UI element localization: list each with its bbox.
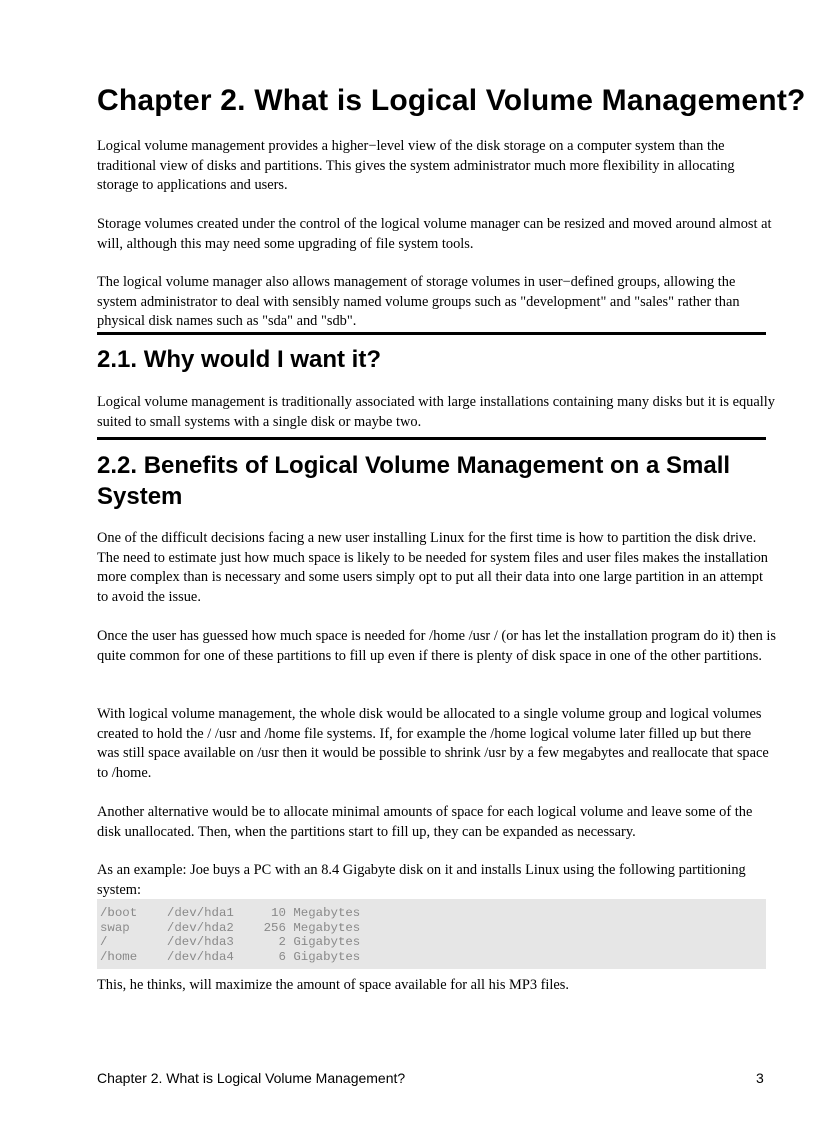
section-2-1-title: 2.1. Why would I want it?	[97, 346, 382, 373]
section-2-2-paragraph-4: Another alternative would be to allocate minimal amounts of space for each logical volume and leave some of the disk unallocated. Then, when the partitions start to fill up, they can be expanded as necessary.	[97, 804, 753, 840]
partition-listing-text: /boot /dev/hda1 10 Megabytes swap /dev/hda2 256 Megabytes / /dev/hda3 2 Gigabytes /home /dev/hda4 6 Gigabytes	[100, 906, 361, 964]
section-2-2-title-line-2: System	[97, 483, 183, 510]
partition-listing	[97, 899, 766, 969]
section-2-2-paragraph-3: With logical volume management, the whole disk would be allocated to a single volume group and logical volumes created to hold the / /usr and /home file systems. If, for example the /home logical volume later filled up but there was still space available on /usr then it would be possible to shrink /usr by a few megabytes and reallocate that space to /home.	[97, 706, 769, 781]
intro-paragraph-3: The logical volume manager also allows management of storage volumes in user−defined groups, allowing the system administrator to deal with sensibly named volume groups such as "development" and "sales" rather than physical disk names such as "sda" and "sdb".	[97, 274, 740, 329]
section-2-2-paragraph-2: Once the user has guessed how much space is needed for /home /usr / (or has let the installation program do it) then is quite common for one of these partitions to fill up even if there is plenty of disk space in one of the other partitions.	[97, 628, 776, 664]
chapter-title: Chapter 2. What is Logical Volume Management?	[97, 84, 806, 117]
section-2-2-paragraph-1: One of the difficult decisions facing a new user installing Linux for the first time is how to partition the disk drive. The need to estimate just how much space is likely to be needed for system files and user files makes the installation more complex than is necessary and some users simply opt to put all their data into one large partition in an attempt to avoid the issue.	[97, 530, 768, 605]
intro-paragraph-1: Logical volume management provides a higher−level view of the disk storage on a computer system than the traditional view of disks and partitions. This gives the system administrator much more flexibility in allocating storage to applications and users.	[97, 138, 735, 193]
section-divider	[97, 332, 766, 335]
footer-page-number: 3	[756, 1070, 764, 1086]
footer-running-title: Chapter 2. What is Logical Volume Management?	[97, 1070, 406, 1086]
section-2-1-paragraph: Logical volume management is traditionally associated with large installations containing many disks but it is equally suited to small systems with a single disk or maybe two.	[97, 394, 775, 430]
section-2-2-title-line-1: 2.2. Benefits of Logical Volume Management on a Small	[97, 452, 731, 479]
section-divider	[97, 437, 766, 440]
section-2-2-closing-paragraph: This, he thinks, will maximize the amount of space available for all his MP3 files.	[97, 977, 569, 993]
section-2-2-paragraph-5: As an example: Joe buys a PC with an 8.4 Gigabyte disk on it and installs Linux using the following partitioning system:	[97, 862, 746, 898]
intro-paragraph-2: Storage volumes created under the control of the logical volume manager can be resized and moved around almost at will, although this may need some upgrading of file system tools.	[97, 216, 772, 252]
